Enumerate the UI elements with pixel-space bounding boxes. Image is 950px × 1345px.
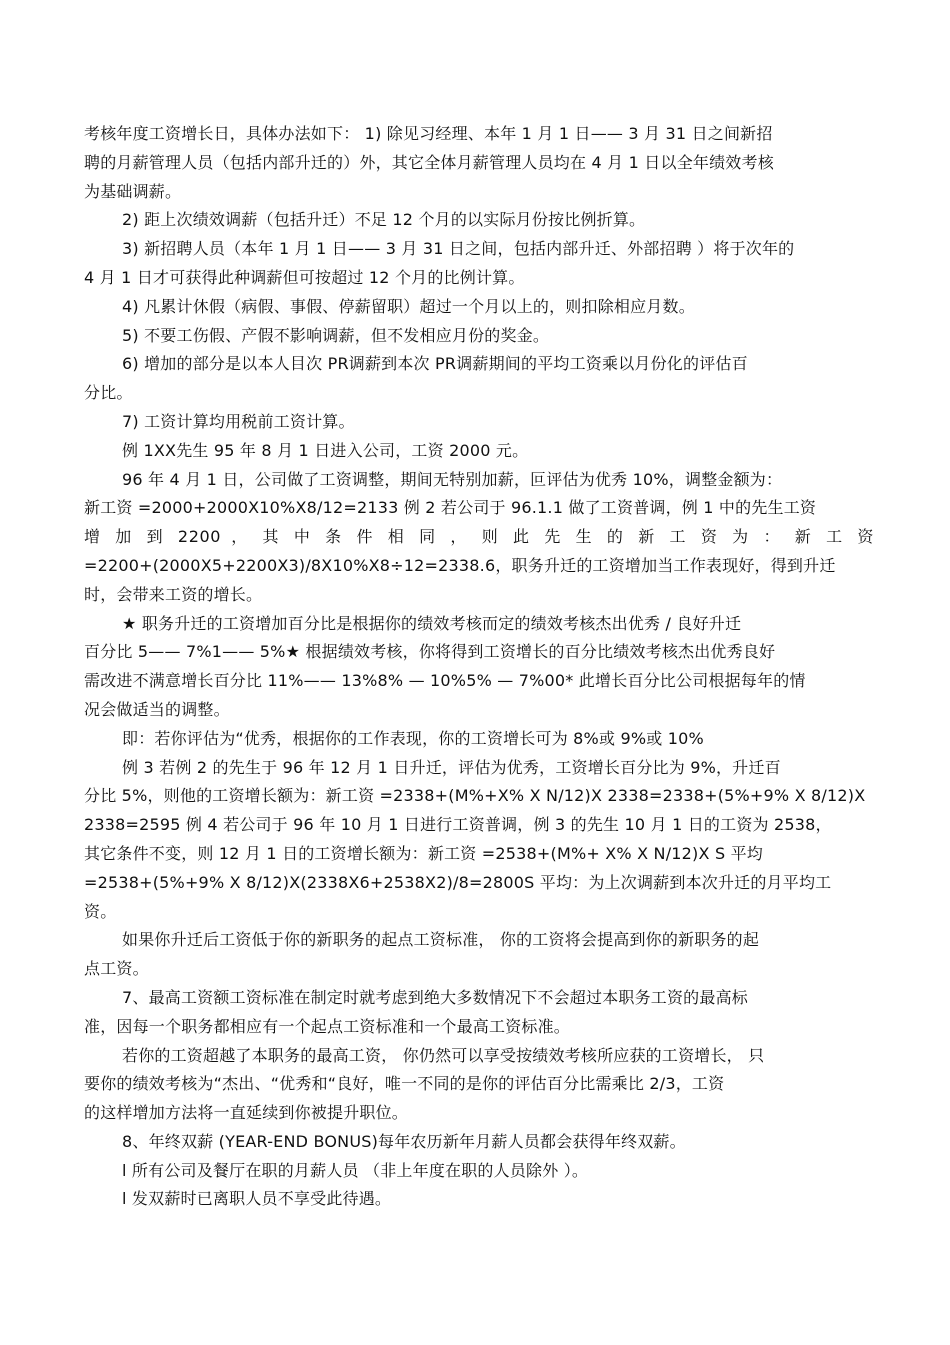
text-line: 7、最高工资额工资标准在制定时就考虑到绝大多数情况下不会超过本职务工资的最高标 [122,987,748,1007]
text-line: 2) 距上次绩效调薪（包括升迁）不足 12 个月的以实际月份按比例折算。 [122,210,646,230]
text-line: 5) 不要工伤假、产假不影响调薪，但不发相应月份的奖金。 [122,325,550,345]
text-line: 96 年 4 月 1 日，公司做了工资调整，期间无特别加薪，叵评估为优秀 10%，调整金额为： [122,469,783,489]
text-line: 4 月 1 日才可获得此种调薪但可按超过 12 个月的比例计算。 [84,267,525,287]
text-line: 3) 新招聘人员（本年 1 月 1 日—— 3 月 31 日之间，包括内部升迁、外部招聘 ）将于次年的 [122,239,795,259]
document-body [84,120,874,1214]
text-line: 例 3 若例 2 的先生于 96 年 12 月 1 日升迁，评估为优秀，工资增长百分比为 9%，升迁百 [122,757,781,777]
text-line: 的这样增加方法将一直延续到你被提升职位。 [84,1103,409,1123]
text-line: 百分比 5—— 7%1—— 5%★ 根据绩效考核，你将得到工资增长的百分比绩效考核杰出优秀良好 [84,642,776,662]
text-line: l 所有公司及餐厅在职的月薪人员 （非上年度在职的人员除外 ）。 [122,1160,589,1180]
text-line: 2338=2595 例 4 若公司于 96 年 10 月 1 日进行工资普调，例 3 的先生 10 月 1 日的工资为 2538， [84,815,832,835]
text-line: 4) 凡累计休假（病假、事假、停薪留职）超过一个月以上的，则扣除相应月数。 [122,296,695,316]
text-line: 考核年度工资增长日，具体办法如下： 1) 除见习经理、本年 1 月 1 日—— 3 月 31 日之间新招 [84,124,773,143]
text-line: 其它条件不变，则 12 月 1 日的工资增长额为：新工资 =2538+(M%+ X% X N/12)X S 平均 [84,843,763,863]
text-line: 分比。 [84,383,133,403]
text-line: 7) 工资计算均用税前工资计算。 [122,411,355,431]
text-line: 6) 增加的部分是以本人目次 PR调薪到本次 PR调薪期间的平均工资乘以月份化的评估百 [122,354,748,374]
text-line: 若你的工资超越了本职务的最高工资， 你仍然可以享受按绩效考核所应获的工资增长， 只 [122,1045,765,1065]
text-line: l 发双薪时已离职人员不享受此待遇。 [122,1189,392,1209]
text-line: 为基础调薪。 [84,181,182,201]
text-line: 点工资。 [84,959,149,979]
text-line: 要你的绩效考核为“杰出、“优秀和“良好，唯一不同的是你的评估百分比需乘比 2/3，工资 [84,1074,725,1094]
text-line: =2200+(2000X5+2200X3)/8X10%X8÷12=2338.6，职务升迁的工资增加当工作表现好，得到升迁 [84,555,836,575]
text-line: ★ 职务升迁的工资增加百分比是根据你的绩效考核而定的绩效考核杰出优秀 / 良好升迁 [122,613,742,633]
text-line: 聘的月薪管理人员（包括内部升迁的）外，其它全体月薪管理人员均在 4 月 1 日以全年绩效考核 [84,152,774,172]
text-line: 需改进不满意增长百分比 11%—— 13%8% — 10%5% — 7%00* 此增长百分比公司根据每年的情 [84,671,806,691]
text-line: =2538+(5%+9% X 8/12)X(2338X6+2538X2)/8=2800S 平均：为上次调薪到本次升迁的月平均工 [84,872,832,892]
text-line: 增 加 到 2200 ， 其 中 条 件 相 同 ， 则 此 先 生 的 新 工 资 为 ： 新 工 资 [84,527,874,547]
text-line: 8、年终双薪 (YEAR-END BONUS)每年农历新年月薪人员都会获得年终双薪。 [122,1131,686,1151]
text-line: 况会做适当的调整。 [84,699,230,719]
text-line: 新工资 =2000+2000X10%X8/12=2133 例 2 若公司于 96.1.1 做了工资普调，例 1 中的先生工资 [84,498,817,518]
text-line: 即：若你评估为“优秀，根据你的工作表现，你的工资增长可为 8%或 9%或 10% [122,728,704,748]
text-line: 时，会带来工资的增长。 [84,584,263,604]
text-line: 分比 5%，则他的工资增长额为：新工资 =2338+(M%+X% X N/12)X 2338=2338+(5%+9% X 8/12)X [84,786,866,806]
text-line: 例 1XX先生 95 年 8 月 1 日进入公司，工资 2000 元。 [122,440,529,460]
text-line: 准，因每一个职务都相应有一个起点工资标准和一个最高工资标准。 [84,1016,571,1036]
text-line: 如果你升迁后工资低于你的新职务的起点工资标准， 你的工资将会提高到你的新职务的起 [122,930,760,950]
text-line: 资。 [84,901,117,921]
